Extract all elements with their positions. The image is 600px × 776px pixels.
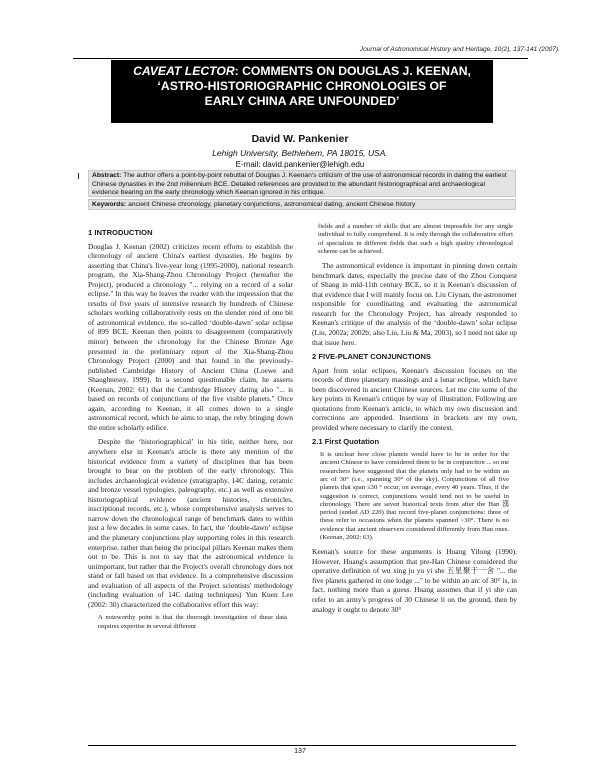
intro-paragraph-1: Douglas J. Keenan (2002) criticizes recent efforts to establish the chronology of ancient China's earliest dynasties. He begins by asserting that China's five-year long (1995-2000), national research program, the Xia-Shang-Zhou Chronology Project (hereafter the Project), produced a chronology "... relying on a record of a solar eclipse." In this way he leaves the reader with the impression that the results of five years of intensive research by hundreds of Chinese scholars working collaboratively rests on the slender reed of one bit of astronomical evidence, the so-called ‘double-dawn’ solar eclipse of 899 BCE. Keenan then points to disagreement (comparatively minor) between the chronology for the Chinese Bronze Age presented in the preliminary report of the Xia-Shang-Zhou Chronology Project (2000) and that found in the previously-published Cambridge History of Ancient China (Loewe and Shaughnessy, 1999). In a second questionable claim, he asserts (Keenan, 2002: 61) that the Cambridge History dating also "... is based on records of conjunctions of the five visible planets." Once again, according to Keenan, it all comes down to a single astronomical record, which he aims to snap, the reby bringing down the entire scholarly edifice.: [88, 241, 293, 432]
block-quote-note-continued: fields and a number of skills that are almost impossible for any single individual to fully comprehend. It is only through the collaborative effort of specialists in different fields that such a high quality chronological scheme can be achieved.: [318, 223, 513, 255]
first-quotation-block: It is unclear how close planets would have to be in order for the ancient Chinese to have considered them to be in conjunction ... so me researchers have suggested that the planets only had to be within an arc of 30° (i.e., spanning 30° of the sky). Conjunctions of all five planets that span ≤30 ° occur, on average, every 40 years. Thus, if the suggestion is correct, conjunctions would tend not to be useful in chronology. There are seven historical texts from after the Han 漢 period (ended AD 220) that record five-planet conjunctions: three of these refer to occasions when the planets spanned >30°. There is no evidence that ancient observers considered differently from Han ones. (Keenan, 2002: 63).: [320, 451, 509, 541]
abstract-box: [88, 170, 516, 197]
title-line-1: : COMMENTS ON DOUGLAS J. KEENAN,: [234, 64, 471, 78]
huang-yilong-paragraph: Keenan's source for these arguments is Huang Yilong (1990). However, Huang's assumption that pre-Han Chinese considered the operative definition of wu xing ju yu yi she 五星聚于一舍 "... the five planets gathered in one lodge ..." to be within an arc of 30° is, in fact, nothing more than a guess. Huang assumes that if yi she can refer to an army's progress of 30 Chinese li on the ground, then by analogy it ought to denote 30°: [312, 547, 517, 614]
author-email: E-mail: david.pankenier@lehigh.edu: [235, 160, 365, 169]
section-heading-introduction: 1 INTRODUCTION: [88, 228, 153, 237]
title-line-3: EARLY CHINA ARE UNFOUNDED’: [204, 94, 400, 108]
five-planet-paragraph: Apart from solar eclipses, Keenan's discussion focuses on the records of three planetary massings and a lunar eclipse, which have been discovered in ancient Chinese sources. Let me cite some of the key points in Keenan's critique by way of illustration. Following are quotations from Keenan's article, to which my own discussion and corrections are appended. Insertions in brackets are my own, provided where necessary to clarify the context.: [312, 365, 517, 432]
section-heading-five-planet: 2 FIVE-PLANET CONJUNCTIONS: [312, 352, 431, 362]
keywords-text: ancient Chinese chronology, planetary conjunctions, astronomical dating, ancient Chinese history: [128, 201, 416, 208]
block-quote-note: A noteworthy point is that the thorough investigation of these data requires expertise in several different: [98, 614, 287, 630]
subsection-heading-first-quotation: 2.1 First Quotation: [312, 437, 380, 447]
left-column: [88, 223, 293, 733]
margin-mark: [78, 173, 79, 179]
journal-citation: Journal of Astronomical History and Heritage, 10(2), 137-141 (2007).: [359, 46, 560, 53]
keywords-label: Keywords:: [92, 201, 127, 208]
astronomical-evidence-paragraph: The astronomical evidence is important in pinning down certain benchmark dates, especially the precise date of the Zhou Conquest of Shang in mid-11th century BCE, so it is Keenan's discussion of that evidence that I will mainly focus on. Liu Ciyuan, the astronomer responsible for coordinating and evaluating the astronomical research for the Chronology Project, has already responded to Keenan's critique of the analysis of the ‘double-dawn’ solar eclipse (Liu, 2002a; 2002b; also Liu, Liu & Ma, 2003), so I need not take up that issue here.: [312, 261, 517, 347]
author-affiliation: Lehigh University, Bethlehem, PA 18015, USA.: [212, 148, 388, 158]
abstract-text: The author offers a point-by-point rebuttal of Douglas J. Keenan's criticism of the use of astronomical records in dating the earliest Chinese dynasties in the 2nd millennium BCE. Detailed references are provided to the abundant historiographical and archaeological evidence bearing on the early chronology which Keenan ignored in his critique.: [92, 172, 507, 197]
title-caveat-lector: CAVEAT LECTOR: [133, 64, 235, 78]
header-rule: [73, 58, 528, 59]
title-line-2: ‘ASTRO-HISTORIOGRAPHIC CHRONOLOGIES OF: [157, 79, 447, 93]
article-title: [111, 60, 493, 123]
footer-rule: [88, 745, 516, 746]
right-column: [312, 223, 517, 733]
author-name: David W. Pankenier: [251, 133, 349, 145]
intro-paragraph-2: Despite the ‘historiographical’ in his title, neither here, nor anywhere else in Keenan's article is there any mention of the historical evidence from a variety of disciplines that has been brought to bear on the problem of the early chronology. This includes archaeological evidence (stratigraphy, 14C dating, ceramic and bronze vessel typologies, paleography, etc.) as well as extensive historiographical evidence (ancient histories, chronicles, inscriptional records, etc.), whose comprehensive analysis serves to narrow down the chronological range of benchmark dates to within just a few decades in some cases. In fact, the ‘double-dawn’ eclipse and the planetary conjunctions play supporting roles in this research enterprise, rather than being the principal pillars Keenan makes them out to be. This is not to say that the astronomical evidence is unimportant, but rather that the Project's overall chronology does not stand or fall based on that evidence. In a comprehensive discussion and evaluation of all aspects of the Project scientists' methodology (including evaluation of 14C dating techniques) Yun Kuen Lee (2002: 30) characterized the collaborative effort this way:: [88, 437, 293, 609]
keywords-box: [88, 199, 516, 210]
page-number: 137: [294, 748, 306, 755]
abstract-label: Abstract:: [92, 172, 122, 179]
